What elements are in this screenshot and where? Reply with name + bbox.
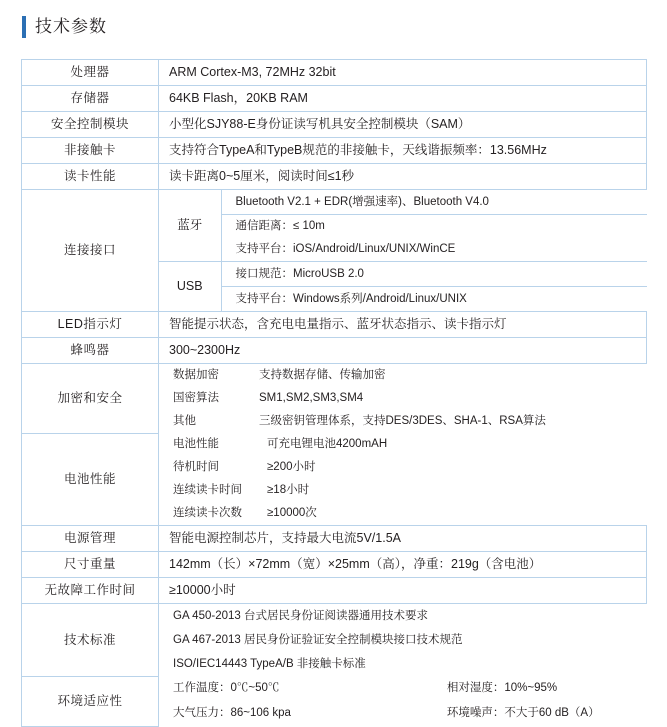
table-row [22, 604, 647, 677]
table-row [22, 312, 647, 338]
security-item-value-3: 三级密钥管理体系，支持DES/3DES、SHA-1、RSA算法 [249, 410, 647, 433]
row-value-battery [159, 433, 647, 526]
row-value-contactless: 支持符合TypeA和TypeB规范的非接触卡，天线谐振频率：13.56MHz [159, 138, 647, 164]
environment-item-right-2: 环境噪声：不大于60 dB（A） [437, 701, 647, 726]
title-accent-bar [22, 16, 26, 38]
row-value-buzzer: 300~2300Hz [159, 338, 647, 364]
table-row [22, 338, 647, 364]
row-value-security [159, 364, 647, 434]
environment-item-right-1: 相对湿度：10%~95% [437, 676, 647, 701]
row-label-memory: 存储器 [22, 86, 159, 112]
row-label-read-perf: 读卡性能 [22, 164, 159, 190]
table-row [22, 433, 647, 526]
standards-item-2: GA 467-2013 居民身份证验证安全控制模块接口技术规范 [159, 628, 647, 652]
environment-item-left-1: 工作温度：0℃~50℃ [159, 676, 437, 701]
interface-bluetooth-line-3: 支持平台：iOS/Android/Linux/UNIX/WinCE [221, 238, 647, 262]
battery-item-name-1: 电池性能 [159, 433, 257, 456]
row-label-cpu: 处理器 [22, 60, 159, 86]
row-value-cpu: ARM Cortex-M3, 72MHz 32bit [159, 60, 647, 86]
battery-item-name-3: 连续读卡时间 [159, 479, 257, 502]
table-row [22, 164, 647, 190]
table-row [22, 138, 647, 164]
table-row [22, 364, 647, 434]
page-title [22, 14, 107, 40]
interface-usb-line-1: 接口规范：MicroUSB 2.0 [221, 262, 647, 287]
spec-table [21, 59, 647, 727]
row-label-interface: 连接接口 [22, 190, 159, 312]
environment-item-left-2: 大气压力：86~106 kpa [159, 701, 437, 726]
table-row [22, 86, 647, 112]
security-item-name-1: 数据加密 [159, 364, 249, 387]
battery-item-value-3: ≥18小时 [257, 479, 647, 502]
interface-usb-label: USB [159, 262, 221, 312]
security-item-value-2: SM1,SM2,SM3,SM4 [249, 387, 647, 410]
row-label-sam: 安全控制模块 [22, 112, 159, 138]
page-title-text: 技术参数 [35, 17, 107, 36]
row-value-mtbf: ≥10000小时 [159, 578, 647, 604]
row-label-battery: 电池性能 [22, 433, 159, 526]
row-label-led: LED指示灯 [22, 312, 159, 338]
row-label-mtbf: 无故障工作时间 [22, 578, 159, 604]
interface-usb-line-2: 支持平台：Windows系列/Android/Linux/UNIX [221, 287, 647, 312]
interface-bluetooth-line-2: 通信距离：≤ 10m [221, 215, 647, 239]
row-value-read-perf: 读卡距离0~5厘米，阅读时间≤1秒 [159, 164, 647, 190]
row-value-standards [159, 604, 647, 677]
row-value-memory: 64KB Flash，20KB RAM [159, 86, 647, 112]
battery-item-value-1: 可充电锂电池4200mAH [257, 433, 647, 456]
security-item-name-2: 国密算法 [159, 387, 249, 410]
standards-item-3: ISO/IEC14443 TypeA/B 非接触卡标准 [159, 652, 647, 676]
security-item-value-1: 支持数据存储、传输加密 [249, 364, 647, 387]
row-label-contactless: 非接触卡 [22, 138, 159, 164]
table-row [22, 190, 647, 312]
row-value-environment [159, 676, 647, 726]
row-value-interface [159, 190, 647, 312]
row-label-power: 电源管理 [22, 526, 159, 552]
row-label-environment: 环境适应性 [22, 676, 159, 726]
standards-item-1: GA 450-2013 台式居民身份证阅读器通用技术要求 [159, 604, 647, 628]
battery-item-value-2: ≥200小时 [257, 456, 647, 479]
row-label-security: 加密和安全 [22, 364, 159, 434]
interface-bluetooth-line-1: Bluetooth V2.1 + EDR(增强速率)、Bluetooth V4.0 [221, 190, 647, 215]
table-row [22, 676, 647, 726]
row-value-power: 智能电源控制芯片，支持最大电流5V/1.5A [159, 526, 647, 552]
battery-item-name-2: 待机时间 [159, 456, 257, 479]
table-row [22, 578, 647, 604]
row-value-size: 142mm（长）×72mm（宽）×25mm（高），净重：219g（含电池） [159, 552, 647, 578]
row-label-standards: 技术标准 [22, 604, 159, 677]
table-row [22, 526, 647, 552]
security-item-name-3: 其他 [159, 410, 249, 433]
battery-item-value-4: ≥10000次 [257, 502, 647, 525]
table-row [22, 112, 647, 138]
row-value-led: 智能提示状态，含充电电量指示、蓝牙状态指示、读卡指示灯 [159, 312, 647, 338]
table-row [22, 552, 647, 578]
row-label-buzzer: 蜂鸣器 [22, 338, 159, 364]
battery-item-name-4: 连续读卡次数 [159, 502, 257, 525]
interface-bluetooth-label: 蓝牙 [159, 190, 221, 262]
row-label-size: 尺寸重量 [22, 552, 159, 578]
row-value-sam: 小型化SJY88-E身份证读写机具安全控制模块（SAM） [159, 112, 647, 138]
table-row [22, 60, 647, 86]
